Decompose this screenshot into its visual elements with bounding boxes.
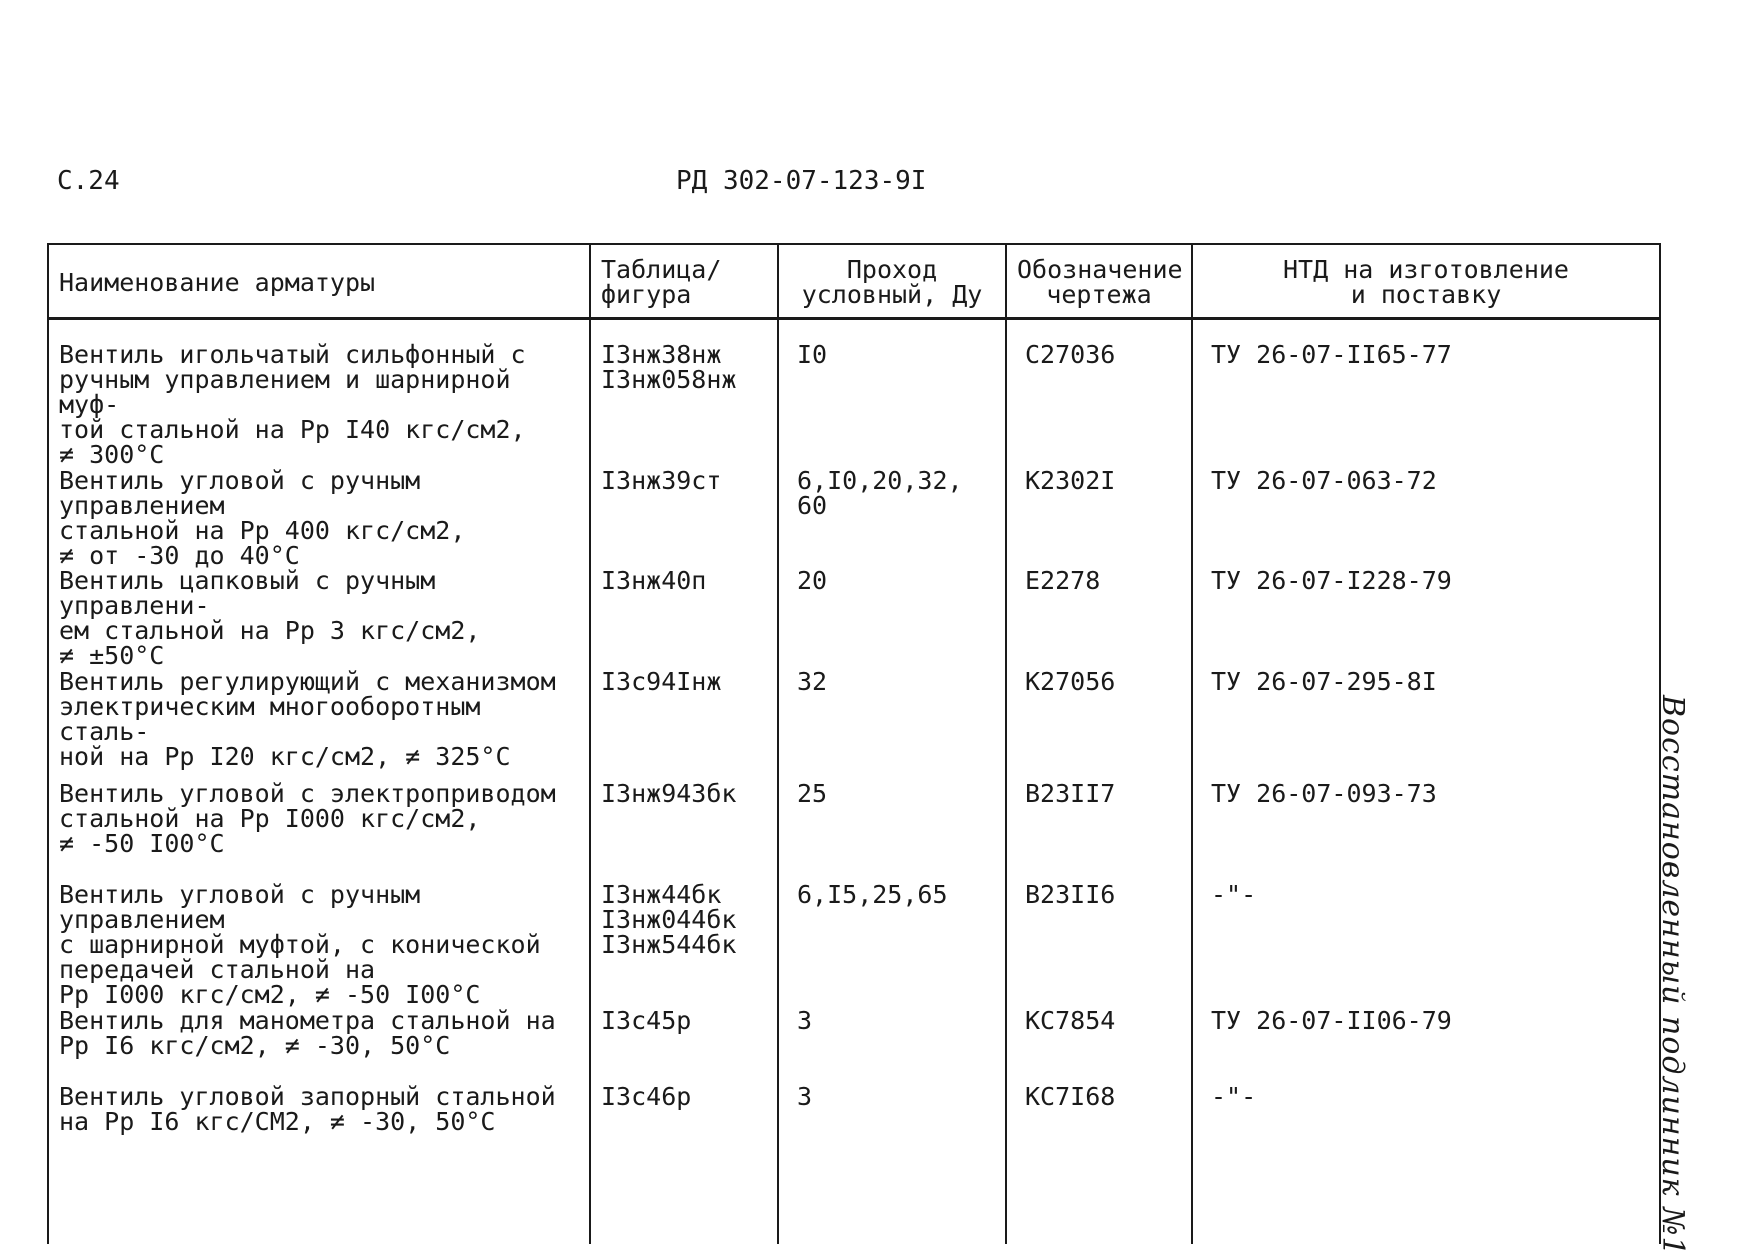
cell-figure: I3с45р [590,1008,778,1084]
table-header-row [48,244,1660,319]
cell-passage: 25 [778,781,1006,882]
column-header-figure: Таблица/ фигура [590,244,778,319]
column-header-name: Наименование арматуры [48,244,590,319]
cell-ntd: ТУ 26-07-295-8I [1192,669,1660,781]
cell-passage: 6,I0,20,32, 60 [778,468,1006,568]
cell-name: Вентиль для манометра стальной на Рр I6 кгс/см2, ≠ -30, 50°C [48,1008,590,1084]
cell-name: Вентиль угловой с ручным управлением с шарнирной муфтой, с конической передачей стальной на Рр I000 кгс/см2, ≠ -50 I00°C [48,882,590,1008]
cell-drawing: КС7854 [1006,1008,1192,1084]
cell-name: Вентиль цапковый с ручным управлени- ем стальной на Рр 3 кгс/см2, ≠ ±50°C [48,568,590,669]
page-number: С.24 [57,166,120,196]
cell-ntd: ТУ 26-07-093-73 [1192,781,1660,882]
table-row [48,1008,1660,1084]
cell-ntd: ТУ 26-07-063-72 [1192,468,1660,568]
table-row [48,669,1660,781]
table-row [48,468,1660,568]
cell-figure: I3нж38нж I3нж058нж [590,319,778,469]
cell-passage: 3 [778,1008,1006,1084]
cell-drawing: КС7I68 [1006,1084,1192,1244]
column-header-ntd: НТД на изготовление и поставку [1192,244,1660,319]
cell-passage: 20 [778,568,1006,669]
table-row [48,1084,1660,1244]
cell-drawing: C27036 [1006,319,1192,469]
table-row [48,319,1660,469]
cell-ntd: ТУ 26-07-II65-77 [1192,319,1660,469]
cell-figure: I3нж39ст [590,468,778,568]
cell-passage: 32 [778,669,1006,781]
cell-figure: I3с46р [590,1084,778,1244]
column-header-passage: Проход условный, Ду [778,244,1006,319]
cell-drawing: Е2278 [1006,568,1192,669]
table-row [48,568,1660,669]
cell-ntd: ТУ 26-07-I228-79 [1192,568,1660,669]
cell-figure: I3нж943бк [590,781,778,882]
cell-ntd: -"- [1192,1084,1660,1244]
cell-name: Вентиль угловой запорный стальной на Рр I6 кгс/СМ2, ≠ -30, 50°C [48,1084,590,1244]
valves-table [47,243,1661,1244]
cell-name: Вентиль угловой с электроприводом стальной на Рр I000 кгс/см2, ≠ -50 I00°C [48,781,590,882]
cell-name: Вентиль игольчатый сильфонный с ручным управлением и шарнирной муф- той стальной на Рр I40 кгс/см2, ≠ 300°C [48,319,590,469]
cell-passage: 6,I5,25,65 [778,882,1006,1008]
column-header-drawing: Обозначение чертежа [1006,244,1192,319]
side-note: Восстановленный подлинник №1 [1655,695,1690,1257]
cell-passage: 3 [778,1084,1006,1244]
cell-figure: I3нж44бк I3нж044бк I3нж544бк [590,882,778,1008]
cell-figure: I3нж40п [590,568,778,669]
cell-drawing: К27056 [1006,669,1192,781]
table-row [48,882,1660,1008]
cell-drawing: В23II6 [1006,882,1192,1008]
table-row [48,781,1660,882]
cell-ntd: ТУ 26-07-II06-79 [1192,1008,1660,1084]
cell-name: Вентиль угловой с ручным управлением стальной на Рр 400 кгс/см2, ≠ от -30 до 40°C [48,468,590,568]
document-code: РД 302-07-123-9I [676,166,927,196]
cell-name: Вентиль регулирующий с механизмом электрическим многооборотным сталь- ной на Рр I20 кгс/см2, ≠ 325°C [48,669,590,781]
cell-drawing: В23II7 [1006,781,1192,882]
cell-passage: I0 [778,319,1006,469]
cell-ntd: -"- [1192,882,1660,1008]
cell-drawing: К2302I [1006,468,1192,568]
cell-figure: I3с94Iнж [590,669,778,781]
